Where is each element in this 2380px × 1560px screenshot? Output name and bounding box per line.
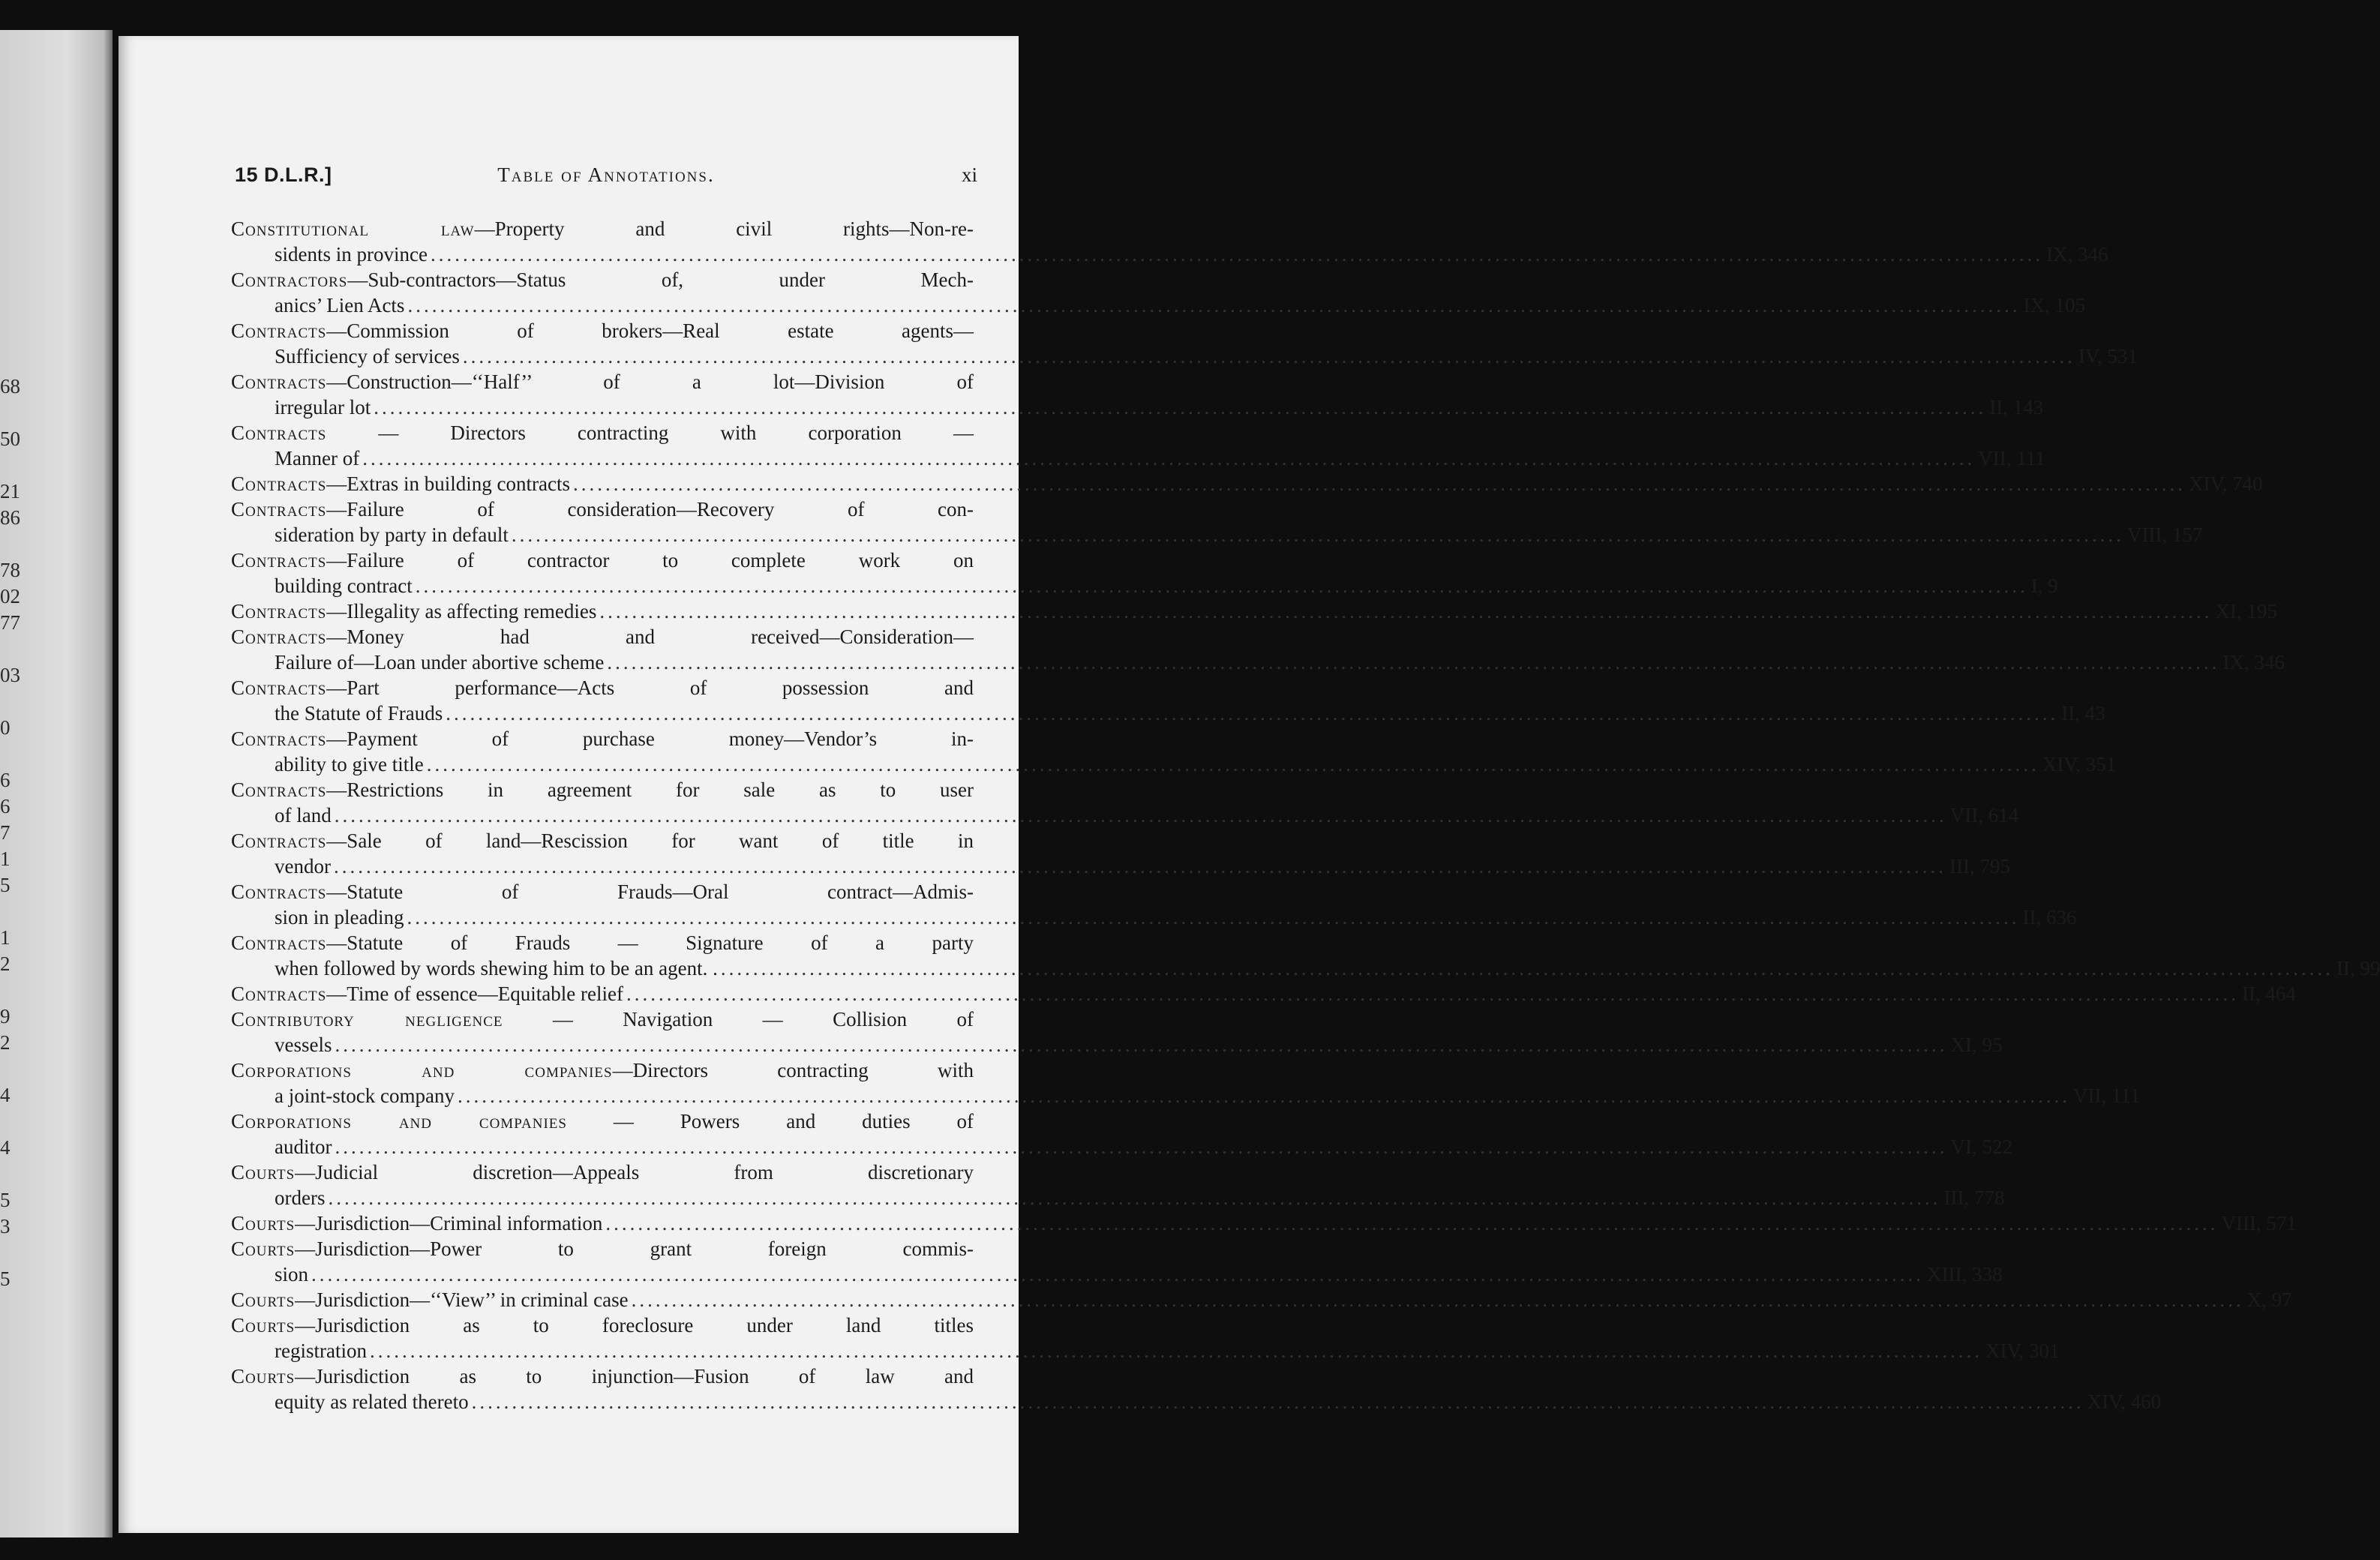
entry-second-line: [231, 956, 2380, 981]
annotation-entry: [231, 471, 2263, 496]
entry-first-line: [231, 930, 974, 956]
entry-first-line: [231, 981, 2296, 1006]
entry-subject: —Failure of consideration—Recovery of con-: [326, 498, 974, 520]
facing-page-number: 5: [0, 1189, 11, 1211]
facing-page-number: 1: [0, 848, 11, 870]
entry-heading: Courts: [231, 1238, 296, 1260]
entry-subject: —Failure of contractor to complete work on: [326, 549, 974, 572]
volume-page-reference: IX, 346: [2222, 651, 2285, 674]
volume-page-reference: XIV, 740: [2188, 472, 2263, 495]
volume-page-reference: VI, 522: [1950, 1136, 2012, 1158]
dot-leader: ........................................................................................................................................................................................................: [605, 1212, 2219, 1234]
entry-first-line: [231, 1287, 2292, 1312]
entry-second-line: [231, 1083, 2141, 1108]
entry-first-line: [231, 420, 974, 446]
facing-page-edge: [0, 30, 113, 1538]
entry-heading: Contracts: [231, 600, 327, 622]
entry-subject: —Jurisdiction—‘‘View’’ in criminal case: [295, 1288, 629, 1311]
entry-subject: —Property and civil rights—Non-re-: [474, 218, 974, 240]
facing-page-number: 78: [0, 559, 20, 581]
volume-page-reference: XIV, 460: [2087, 1390, 2162, 1413]
dot-leader: ........................................................................................................................................................................................................: [335, 1136, 1948, 1158]
entry-second-line: [231, 802, 2019, 828]
entry-subject-continued: a joint-stock company: [275, 1084, 455, 1107]
entry-second-line: [231, 1134, 2012, 1160]
entry-first-line: [231, 879, 974, 904]
volume-page-reference: IX, 346: [2045, 243, 2108, 266]
entry-subject-continued: Manner of: [275, 447, 360, 470]
entry-second-line: [231, 1262, 2003, 1287]
entry-first-line: [231, 1006, 974, 1032]
facing-page-number: 3: [0, 1215, 11, 1238]
dot-leader: ........................................................................................................................................................................................................: [599, 600, 2213, 622]
volume-page-reference: III, 778: [1943, 1186, 2005, 1209]
dot-leader: ........................................................................................................................................................................................................: [511, 524, 2124, 546]
book-page: [119, 36, 2380, 1533]
entry-heading: Courts: [231, 1212, 296, 1234]
facing-page-number: 68: [0, 375, 20, 398]
dot-leader: ........................................................................................................................................................................................................: [430, 243, 2043, 266]
entry-second-line: [231, 650, 2285, 675]
volume-page-reference: III, 795: [1949, 855, 2010, 878]
dot-leader: ........................................................................................................................................................................................................: [607, 651, 2220, 674]
annotation-entry: [231, 496, 2203, 548]
volume-page-reference: XIV, 301: [1985, 1340, 2060, 1362]
entry-second-line: [231, 242, 2108, 267]
facing-page-number: 2: [0, 952, 11, 975]
entry-subject: —Payment of purchase money—Vendor’s in-: [326, 728, 974, 750]
entry-subject-continued: Sufficiency of services: [275, 345, 460, 368]
entry-first-line: [231, 369, 974, 394]
entry-first-line: [231, 726, 974, 752]
dot-leader: ........................................................................................................................................................................................................: [415, 574, 2028, 597]
entry-subject: —Jurisdiction as to foreclosure under land titles: [295, 1314, 974, 1336]
running-head: [235, 164, 977, 194]
entry-subject: —Commission of brokers—Real estate agents—: [326, 320, 974, 342]
dot-leader: ........................................................................................................................................................................................................: [457, 1084, 2070, 1107]
entry-subject: —Restrictions in agreement for sale as to user: [326, 778, 974, 801]
facing-page-number: 7: [0, 821, 11, 844]
volume-page-reference: IV, 531: [2078, 345, 2138, 368]
entry-subject-continued: sion in pleading: [275, 906, 404, 928]
entry-subject: —Sub-contractors—Status of, under Mech-: [347, 268, 974, 291]
dot-leader: ........................................................................................................................................................................................................: [334, 804, 1947, 826]
volume-page-reference: II, 99: [2336, 957, 2380, 980]
entry-subject: —Sale of land—Rescission for want of title in: [326, 830, 974, 852]
entry-first-line: [231, 267, 974, 292]
entry-first-line: [231, 548, 974, 573]
entry-subject: — Directors contracting with corporation —: [326, 422, 974, 444]
entry-first-line: [231, 828, 974, 854]
entry-second-line: [231, 1389, 2162, 1414]
annotation-entry: [231, 1108, 2012, 1160]
entry-heading: Courts: [231, 1314, 296, 1336]
entry-first-line: [231, 598, 2277, 624]
annotation-entry: [231, 548, 2058, 598]
annotation-entry: [231, 828, 2010, 879]
entry-first-line: [231, 1312, 974, 1338]
entry-heading: Contributory negligence: [231, 1008, 503, 1030]
entry-heading: Contracts: [231, 778, 327, 801]
entry-subject-continued: sidents in province: [275, 243, 428, 266]
entry-second-line: [231, 573, 2058, 598]
facing-page-number: 5: [0, 1268, 11, 1290]
facing-page-number: 4: [0, 1136, 11, 1159]
entry-subject: —Time of essence—Equitable relief: [326, 982, 623, 1005]
annotation-entry: [231, 624, 2285, 675]
volume-page-reference: XI, 195: [2215, 600, 2277, 622]
entry-first-line: [231, 318, 974, 344]
entry-first-line: [231, 1210, 2297, 1236]
entry-first-line: [231, 1236, 974, 1262]
annotation-entry: [231, 1006, 2003, 1058]
dot-leader: ........................................................................................................................................................................................................: [572, 472, 2186, 495]
facing-page-number: 5: [0, 874, 11, 896]
entry-heading: Contracts: [231, 472, 327, 495]
entry-second-line: [231, 904, 2077, 930]
entry-subject-continued: when followed by words shewing him to be an agent. .: [275, 957, 718, 980]
volume-page-reference: II, 636: [2022, 906, 2077, 928]
entry-heading: Contractors: [231, 268, 348, 291]
entry-first-line: [231, 624, 974, 650]
volume-page-reference: XIV, 351: [2042, 753, 2117, 776]
facing-page-number: 86: [0, 506, 20, 529]
entry-heading: Contracts: [231, 320, 327, 342]
page-title: Table of Annotations.: [497, 164, 715, 186]
entry-subject: — Powers and duties of: [566, 1110, 974, 1132]
entry-second-line: [231, 1338, 2060, 1364]
dot-leader: ........................................................................................................................................................................................................: [720, 957, 2333, 980]
entry-subject-continued: sion: [275, 1263, 309, 1286]
entry-subject: — Navigation — Collision of: [503, 1008, 974, 1030]
entry-second-line: [231, 854, 2010, 879]
annotation-entry: [231, 598, 2277, 624]
volume-page-reference: VIII, 157: [2126, 524, 2203, 546]
facing-page-number: 02: [0, 585, 20, 608]
entry-first-line: [231, 1364, 974, 1389]
annotation-entry: [231, 267, 2085, 318]
dot-leader: ........................................................................................................................................................................................................: [407, 906, 2020, 928]
volume-page-reference: II, 464: [2241, 982, 2296, 1005]
entry-subject-continued: orders: [275, 1186, 326, 1209]
volume-page-reference: II, 143: [1989, 396, 2044, 418]
entry-subject: —Jurisdiction as to injunction—Fusion of law and: [295, 1365, 974, 1388]
annotation-entry: [231, 675, 2105, 726]
entry-subject-continued: equity as related thereto: [275, 1390, 469, 1413]
dot-leader: ........................................................................................................................................................................................................: [328, 1186, 1941, 1209]
annotation-entry: [231, 1210, 2297, 1236]
annotation-entry: [231, 930, 2380, 981]
entry-subject: —Part performance—Acts of possession and: [326, 676, 974, 699]
annotation-entry: [231, 1312, 2060, 1364]
entry-second-line: [231, 752, 2117, 777]
annotation-entry: [231, 1160, 2005, 1210]
entry-first-line: [231, 216, 974, 242]
entry-first-line: [231, 675, 974, 700]
entry-heading: Contracts: [231, 549, 327, 572]
entry-heading: Contracts: [231, 880, 327, 903]
entry-subject: —Extras in building contracts: [326, 472, 570, 495]
entry-subject-continued: ability to give title: [275, 753, 424, 776]
facing-page-number: 2: [0, 1031, 11, 1054]
volume-label: 15 D.L.R.]: [235, 164, 332, 186]
entry-heading: Corporations and companies: [231, 1110, 567, 1132]
facing-page-number: 03: [0, 664, 20, 686]
volume-page-reference: X, 97: [2246, 1288, 2292, 1311]
dot-leader: ........................................................................................................................................................................................................: [626, 982, 2239, 1005]
facing-page-number: 6: [0, 795, 11, 818]
dot-leader: ........................................................................................................................................................................................................: [407, 294, 2021, 316]
page-number: xi: [961, 164, 977, 186]
entry-heading: Contracts: [231, 498, 327, 520]
entry-second-line: [231, 700, 2105, 726]
entry-subject: —Directors contracting with: [612, 1059, 974, 1082]
entry-subject: —Money had and received—Consideration—: [326, 626, 974, 648]
entry-subject-continued: of land: [275, 804, 332, 826]
entry-second-line: [231, 292, 2085, 318]
entry-second-line: [231, 1185, 2005, 1210]
entry-heading: Courts: [231, 1288, 296, 1311]
annotations-list: [231, 216, 2380, 1414]
dot-leader: ........................................................................................................................................................................................................: [335, 1034, 1948, 1056]
facing-page-number: 0: [0, 716, 11, 739]
annotation-entry: [231, 1287, 2292, 1312]
annotation-entry: [231, 420, 2045, 471]
entry-heading: Contracts: [231, 626, 327, 648]
entry-first-line: [231, 1058, 974, 1083]
facing-page-number: 21: [0, 480, 20, 502]
entry-first-line: [231, 777, 974, 802]
volume-page-reference: IX, 105: [2023, 294, 2085, 316]
dot-leader: ........................................................................................................................................................................................................: [631, 1288, 2244, 1311]
volume-page-reference: XIII, 338: [1927, 1263, 2003, 1286]
entry-subject-continued: Failure of—Loan under abortive scheme: [275, 651, 605, 674]
volume-page-reference: VIII, 571: [2221, 1212, 2297, 1234]
entry-subject: —Statute of Frauds — Signature of a party: [326, 932, 974, 954]
annotation-entry: [231, 369, 2044, 420]
entry-heading: Constitutional law: [231, 218, 475, 240]
entry-subject: —Judicial discretion—Appeals from discretionary: [295, 1161, 974, 1184]
entry-second-line: [231, 522, 2203, 548]
entry-heading: Corporations and companies: [231, 1059, 613, 1082]
entry-second-line: [231, 1032, 2003, 1058]
entry-second-line: [231, 394, 2044, 420]
entry-subject-continued: building contract: [275, 574, 413, 597]
annotation-entry: [231, 981, 2296, 1006]
entry-subject: —Construction—‘‘Half’’ of a lot—Division of: [326, 370, 974, 393]
volume-page-reference: I, 9: [2030, 574, 2058, 597]
entry-subject-continued: anics’ Lien Acts: [275, 294, 405, 316]
entry-heading: Courts: [231, 1365, 296, 1388]
entry-heading: Contracts: [231, 932, 327, 954]
entry-second-line: [231, 446, 2045, 471]
volume-page-reference: II, 43: [2061, 702, 2105, 724]
entry-first-line: [231, 1108, 974, 1134]
annotation-entry: [231, 318, 2138, 369]
annotation-entry: [231, 1236, 2003, 1287]
entry-heading: Contracts: [231, 370, 327, 393]
entry-subject-continued: registration: [275, 1340, 367, 1362]
facing-page-number: 9: [0, 1005, 11, 1028]
dot-leader: ........................................................................................................................................................................................................: [311, 1263, 1925, 1286]
entry-first-line: [231, 471, 2263, 496]
dot-leader: ........................................................................................................................................................................................................: [362, 447, 1976, 470]
entry-heading: Contracts: [231, 830, 327, 852]
entry-heading: Courts: [231, 1161, 296, 1184]
entry-second-line: [231, 344, 2138, 369]
entry-heading: Contracts: [231, 676, 327, 699]
volume-page-reference: XI, 95: [1950, 1034, 2003, 1056]
dot-leader: ........................................................................................................................................................................................................: [369, 1340, 1982, 1362]
entry-subject: —Illegality as affecting remedies: [326, 600, 597, 622]
entry-subject-continued: the Statute of Frauds: [275, 702, 443, 724]
entry-heading: Contracts: [231, 728, 327, 750]
dot-leader: ........................................................................................................................................................................................................: [462, 345, 2075, 368]
annotation-entry: [231, 1364, 2162, 1414]
facing-page-number: 4: [0, 1084, 11, 1106]
dot-leader: ........................................................................................................................................................................................................: [446, 702, 2059, 724]
dot-leader: ........................................................................................................................................................................................................: [471, 1390, 2084, 1413]
entry-first-line: [231, 496, 974, 522]
volume-page-reference: VII, 111: [1978, 447, 2045, 470]
entry-subject-continued: auditor: [275, 1136, 332, 1158]
entry-subject-continued: vendor: [275, 855, 331, 878]
annotation-entry: [231, 726, 2117, 777]
facing-page-number: 77: [0, 611, 20, 634]
entry-subject-continued: sideration by party in default: [275, 524, 509, 546]
dot-leader: ........................................................................................................................................................................................................: [426, 753, 2039, 776]
entry-subject-continued: irregular lot: [275, 396, 371, 418]
facing-page-number: 6: [0, 769, 11, 791]
entry-subject-continued: vessels: [275, 1034, 332, 1056]
entry-subject: —Statute of Frauds—Oral contract—Admis-: [326, 880, 974, 903]
entry-heading: Contracts: [231, 982, 327, 1005]
annotation-entry: [231, 777, 2019, 828]
dot-leader: ........................................................................................................................................................................................................: [333, 855, 1946, 878]
facing-page-number: 50: [0, 428, 20, 450]
entry-heading: Contracts: [231, 422, 327, 444]
annotation-entry: [231, 216, 2108, 267]
entry-first-line: [231, 1160, 974, 1185]
volume-page-reference: VII, 111: [2072, 1084, 2141, 1107]
facing-page-number: 1: [0, 926, 11, 949]
annotation-entry: [231, 1058, 2141, 1108]
entry-subject: —Jurisdiction—Criminal information: [295, 1212, 603, 1234]
annotation-entry: [231, 879, 2077, 930]
dot-leader: ........................................................................................................................................................................................................: [374, 396, 1987, 418]
volume-page-reference: VII, 614: [1949, 804, 2019, 826]
entry-subject: —Jurisdiction—Power to grant foreign commis-: [295, 1238, 974, 1260]
